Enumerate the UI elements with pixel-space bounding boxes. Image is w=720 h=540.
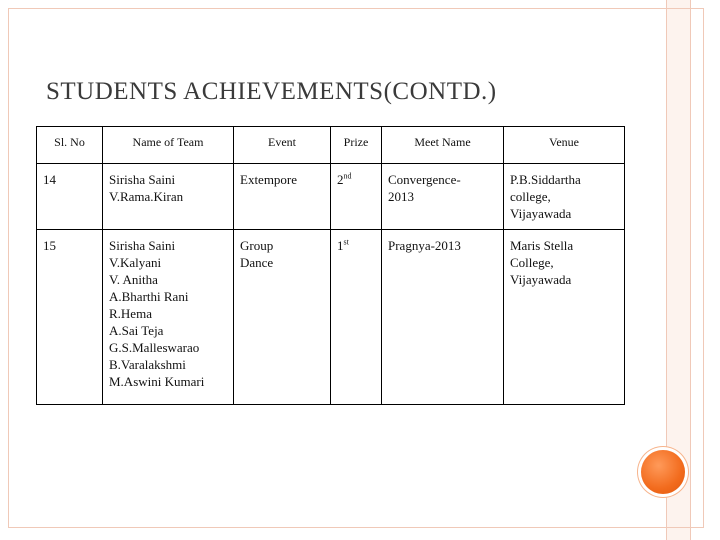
venue-text: Vijayawada: [510, 206, 572, 221]
event-text: Dance: [240, 255, 274, 270]
table-row: [37, 230, 625, 405]
header-prize: Prize: [331, 127, 382, 164]
venue-text: Maris Stella: [510, 238, 574, 253]
cell-sl-no: 15: [37, 230, 103, 405]
orange-orb-decoration: [641, 450, 685, 494]
cell-team: [103, 230, 234, 405]
team-member: Sirisha Saini: [109, 172, 176, 187]
team-member: R.Hema: [109, 306, 152, 321]
meet-text: 2013: [388, 189, 414, 204]
cell-event: [234, 164, 331, 230]
team-member: A.Sai Teja: [109, 323, 164, 338]
team-member: V.Kalyani: [109, 255, 162, 270]
table-row: [37, 164, 625, 230]
header-sl-no: Sl. No: [37, 127, 103, 164]
event-text: Extempore: [240, 172, 298, 187]
team-member: M.Aswini Kumari: [109, 374, 205, 389]
event-text: Group: [240, 238, 274, 253]
prize-suffix: nd: [343, 171, 352, 181]
team-member: V. Anitha: [109, 272, 158, 287]
header-venue: Venue: [504, 127, 625, 164]
header-event: Event: [234, 127, 331, 164]
cell-sl-no: 14: [37, 164, 103, 230]
team-member: G.S.Malleswarao: [109, 340, 200, 355]
cell-prize: [331, 164, 382, 230]
venue-text: P.B.Siddartha: [510, 172, 581, 187]
meet-text: Pragnya-2013: [388, 238, 461, 253]
cell-prize: [331, 230, 382, 405]
table-header-row: [37, 127, 625, 164]
header-meet-name: Meet Name: [382, 127, 504, 164]
cell-venue: [504, 230, 625, 405]
cell-meet-name: [382, 164, 504, 230]
prize-suffix: st: [343, 237, 349, 247]
header-name-of-team: Name of Team: [103, 127, 234, 164]
team-member: A.Bharthi Rani: [109, 289, 189, 304]
cell-team: [103, 164, 234, 230]
prize-rank: 2: [337, 172, 344, 187]
venue-text: Vijayawada: [510, 272, 572, 287]
venue-text: College,: [510, 255, 554, 270]
cell-meet-name: [382, 230, 504, 405]
prize-rank: 1: [337, 238, 344, 253]
slide-title: STUDENTS ACHIEVEMENTS(CONTD.): [46, 78, 497, 105]
achievements-table: [36, 126, 625, 405]
team-member: B.Varalakshmi: [109, 357, 186, 372]
cell-venue: [504, 164, 625, 230]
cell-event: [234, 230, 331, 405]
team-member: Sirisha Saini: [109, 238, 176, 253]
meet-text: Convergence-: [388, 172, 461, 187]
venue-text: college,: [510, 189, 551, 204]
team-member: V.Rama.Kiran: [109, 189, 184, 204]
